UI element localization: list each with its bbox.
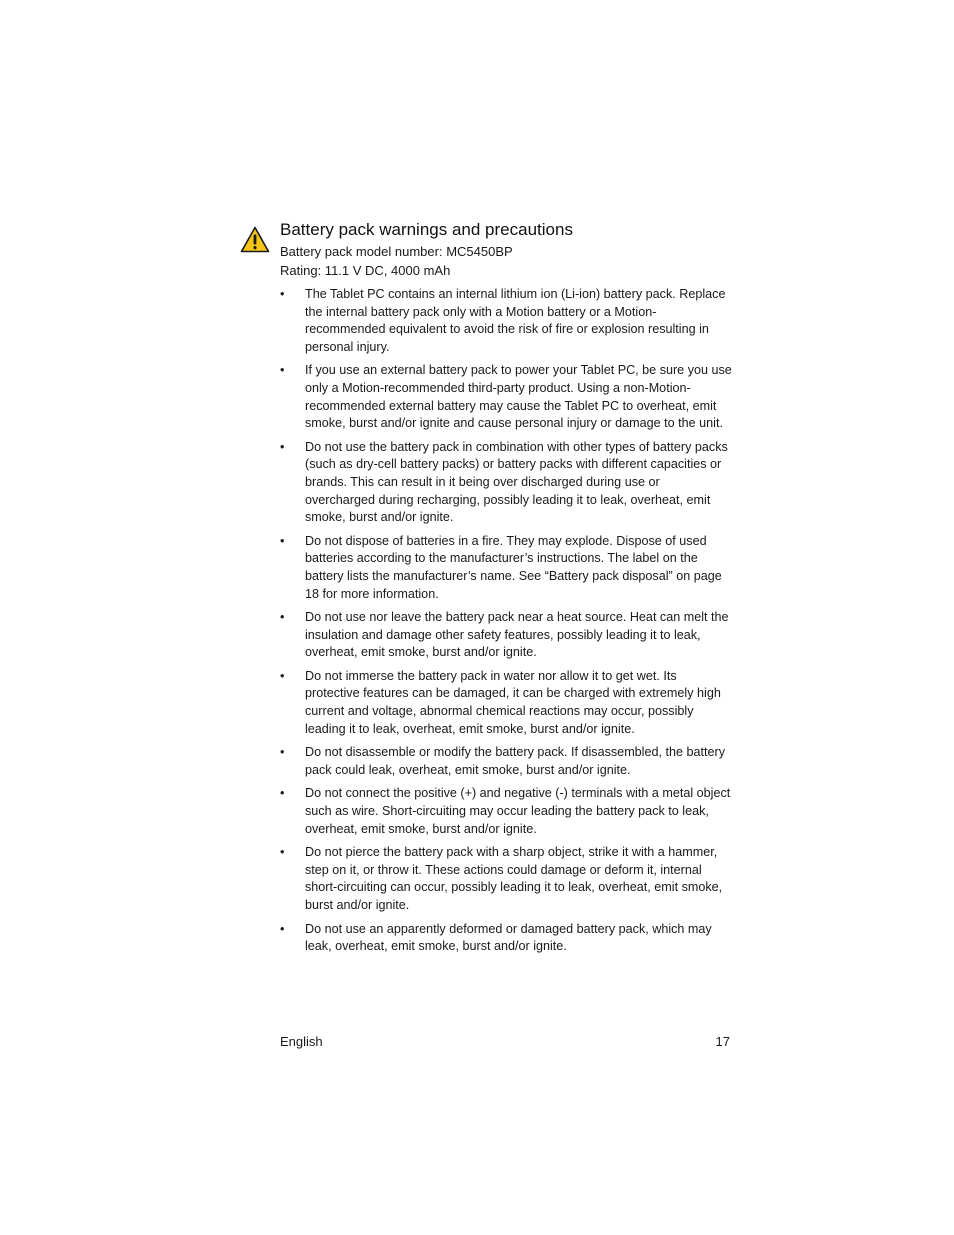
list-item-text: Do not pierce the battery pack with a sharp object, strike it with a hammer, step on it, or throw it. These actions could damage or deform it, internal short-circuiting can occur, possibly leading it to leak, overheat, emit smoke, burst and/or ignite. [305,845,723,912]
precautions-list [280,286,732,956]
battery-model-number: Battery pack model number: MC5450BP [280,244,513,259]
list-item-text: Do not immerse the battery pack in water nor allow it to get wet. Its protective features can be damaged, it can be charged with extremely high current and voltage, abnormal chemical reactions may occur, possibly leading it to leak, overheat, emit smoke, burst and/or ignite. [305,668,721,736]
list-item [280,844,732,914]
bullet-marker: • [280,745,285,760]
list-item [280,533,732,603]
list-item-text: Do not connect the positive (+) and negative (-) terminals with a metal object such as wire. Short-circuiting may occur leading the battery pack to leak, overheat, emit smoke, burst and/or ignite. [305,786,731,836]
list-item [280,668,732,738]
bullet-marker: • [280,533,285,548]
page-number: 17 [715,1034,730,1049]
list-item [280,921,732,956]
bullet-marker: • [280,610,285,625]
bullet-marker: • [280,287,285,301]
list-item-text: The Tablet PC contains an internal lithium ion (Li-ion) battery pack. Replace the internal battery pack only with a Motion battery or a Motion-recommended equivalent to avoid the risk of fire or explosion resulting in personal injury. [305,287,726,354]
list-item-text: Do not use the battery pack in combination with other types of battery packs (such as dry-cell battery packs) or battery packs with different capacities or brands. This can result in it being over discharged during use or overcharged during recharging, possibly leading it to leak, overheat, emit smoke, burst and/or ignite. [305,439,728,525]
battery-rating: Rating: 11.1 V DC, 4000 mAh [280,263,451,278]
warnings-section [280,219,732,962]
bullet-marker: • [280,439,285,454]
list-item [280,286,732,356]
footer-language: English [280,1034,323,1049]
list-item-text: Do not dispose of batteries in a fire. They may explode. Dispose of used batteries according to the manufacturer’s instructions. The label on the battery lists the manufacturer’s name. See “Battery pack disposal” on page 18 for more information. [305,533,722,601]
list-item-text: Do not disassemble or modify the battery pack. If disassembled, the battery pack could leak, overheat, emit smoke, burst and/or ignite. [305,745,725,777]
list-item [280,785,732,838]
bullet-marker: • [280,363,285,378]
bullet-marker: • [280,921,285,936]
list-item-text: Do not use nor leave the battery pack near a heat source. Heat can melt the insulation and damage other safety features, possibly leading it to leak, overheat, emit smoke, burst and/or ignite. [305,610,729,660]
bullet-marker: • [280,786,285,801]
list-item [280,744,732,779]
list-item-text: If you use an external battery pack to power your Tablet PC, be sure you use only a Motion-recommended third-party product. Using a non-Motion-recommended external battery may cause the Tablet PC to overheat, emit smoke, burst and/or ignite and cause personal injury or damage to the unit. [305,363,732,431]
bullet-marker: • [280,845,285,860]
list-item-text: Do not use an apparently deformed or damaged battery pack, which may leak, overheat, emit smoke, burst and/or ignite. [305,921,712,954]
section-title: Battery pack warnings and precautions [280,220,573,239]
list-item [280,609,732,662]
list-item [280,439,732,527]
warning-triangle-icon [240,226,270,253]
list-item [280,362,732,432]
bullet-marker: • [280,668,285,683]
